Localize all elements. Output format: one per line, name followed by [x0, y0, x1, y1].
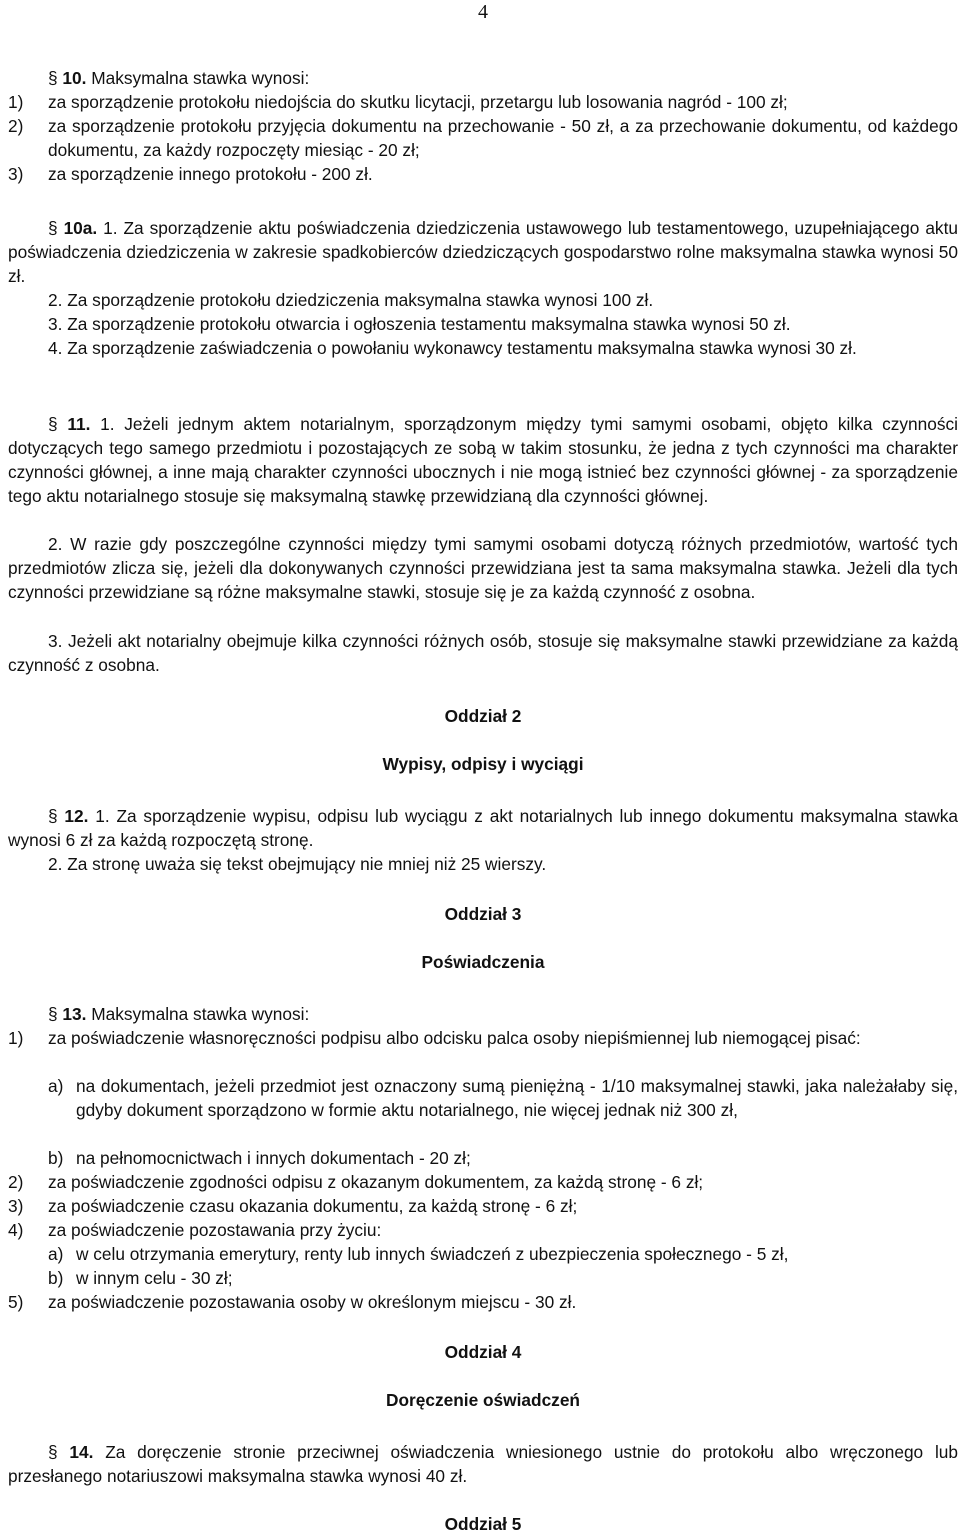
item-letter: b) [48, 1268, 64, 1288]
item-text: za sporządzenie protokołu niedojścia do skutku licytacji, przetargu lub losowania nagród - 100 zł; [48, 92, 788, 112]
section-10-item-1 [8, 90, 958, 114]
item-text: za poświadczenie zgodności odpisu z okazanym dokumentem, za każdą stronę - 6 zł; [48, 1172, 704, 1192]
item-number: 4) [8, 1220, 24, 1240]
section-13-item-2 [8, 1170, 958, 1194]
section-12-number: 12. [64, 806, 89, 826]
section-13-item-5 [8, 1290, 958, 1314]
division-5-label: Oddział 5 [444, 1514, 522, 1534]
division-2-title: Wypisy, odpisy i wyciągi [382, 754, 584, 774]
item-letter: b) [48, 1148, 64, 1168]
item-text: za poświadczenie pozostawania przy życiu: [48, 1220, 382, 1240]
section-13-item-3 [8, 1194, 958, 1218]
section-10-number: 10. [62, 68, 87, 88]
item-letter: a) [48, 1244, 64, 1264]
item-number: 3) [8, 1196, 24, 1216]
section-10a-text-1: 1. Za sporządzenie aktu poświadczenia dziedziczenia ustawowego lub testamentowego, uzupełniającego aktu poświadczenia dziedziczenia w zakresie spadkobierców dziedziczących gospodarstwo rolne maksymalna stawka wynosi 50 zł. [8, 218, 958, 286]
section-13-item-4b [8, 1266, 958, 1290]
section-11-para-2: 2. W razie gdy poszczególne czynności między tymi samymi osobami dotyczą różnych przedmiotów, wartość tych przedmiotów zlicza się, jeżeli dla dokonywanych czynności przewidziana jest ta sama maksymalna stawka. Jeżeli dla tych czynności przewidziane są różne maksymalne stawki, stosuje się je za każdą czynność z osobna. [8, 534, 958, 602]
section-12-text-1: 1. Za sporządzenie wypisu, odpisu lub wyciągu z akt notarialnych lub innego dokumentu maksymalna stawka wynosi 6 zł za każdą rozpoczętą stronę. [8, 806, 958, 850]
section-13-intro-text: Maksymalna stawka wynosi: [86, 1004, 310, 1024]
item-text: za poświadczenie czasu okazania dokumentu, za każdą stronę - 6 zł; [48, 1196, 578, 1216]
section-12-para-2: 2. Za stronę uważa się tekst obejmujący nie mniej niż 25 wierszy. [48, 854, 547, 874]
section-13-item-1 [8, 1026, 958, 1050]
section-14-number: 14. [69, 1442, 94, 1462]
item-text: za sporządzenie protokołu przyjęcia dokumentu na przechowanie - 50 zł, a za przechowanie dokumentu, od każdego dokumentu, za każdy rozpoczęty miesiąc - 20 zł; [48, 116, 958, 160]
item-text: w celu otrzymania emerytury, renty lub innych świadczeń z ubezpieczenia społecznego - 5 zł, [76, 1244, 789, 1264]
item-letter: a) [48, 1076, 64, 1096]
item-number: 2) [8, 1172, 24, 1192]
division-2-label: Oddział 2 [444, 706, 522, 726]
section-10a-para-3: 3. Za sporządzenie protokołu otwarcia i ogłoszenia testamentu maksymalna stawka wynosi 50 zł. [48, 314, 791, 334]
page-number: 4 [478, 1, 488, 23]
section-11-para-3: 3. Jeżeli akt notarialny obejmuje kilka czynności różnych osób, stosuje się maksymalne stawki przewidziane za każdą czynność z osobna. [8, 631, 958, 675]
document-page [8, 0, 958, 1535]
item-text: za sporządzenie innego protokołu - 200 zł. [48, 164, 373, 184]
section-11-text-1: 1. Jeżeli jednym aktem notarialnym, sporządzonym między tymi samymi osobami, objęto kilka czynności dotyczących tego samego przedmiotu i pozostających ze sobą w takim stosunku, że jedna z tych czynności ma charakter czynności głównej, a inne mają charakter czynności ubocznych i nie mogą istnieć bez czynności głównej - za sporządzenie tego aktu notarialnego stosuje się maksymalną stawkę przewidzianą dla czynności głównej. [8, 414, 959, 506]
item-text: w innym celu - 30 zł; [76, 1268, 233, 1288]
section-10a-para-1: § 10a. 1. Za sporządzenie aktu poświadczenia dziedziczenia ustawowego lub testamentowego, uzupełniającego aktu poświadczenia dziedziczenia w zakresie spadkobierców dziedziczących gospodarstwo rolne maksymalna stawka wynosi 50 zł. [8, 218, 958, 286]
section-10a-number: 10a. [63, 218, 98, 238]
division-4-label: Oddział 4 [444, 1342, 522, 1362]
section-10-intro: § 10. Maksymalna stawka wynosi: [48, 68, 310, 88]
section-10-item-2 [8, 114, 958, 162]
section-13-item-4a [8, 1242, 958, 1266]
section-14-para-1: § 14. Za doręczenie stronie przeciwnej oświadczenia wniesionego ustnie do protokołu albo wręczonego lub przesłanego notariuszowi maksymalna stawka wynosi 40 zł. [8, 1442, 959, 1486]
section-13-item-1a [8, 1074, 958, 1122]
section-10-item-3 [8, 162, 958, 186]
section-11-para-1: § 11. 1. Jeżeli jednym aktem notarialnym, sporządzonym między tymi samymi osobami, objęto kilka czynności dotyczących tego samego przedmiotu i pozostających ze sobą w takim stosunku, że jedna z tych czynności ma charakter czynności głównej, a inne mają charakter czynności ubocznych i nie mogą istnieć bez czynności głównej - za sporządzenie tego aktu notarialnego stosuje się maksymalną stawkę przewidzianą dla czynności głównej. [8, 414, 959, 506]
division-4-title: Doręczenie oświadczeń [385, 1390, 580, 1410]
item-number: 5) [8, 1292, 24, 1312]
item-text: na dokumentach, jeżeli przedmiot jest oznaczony sumą pieniężną - 1/10 maksymalnej stawki, jaka należałaby się, gdyby dokument sporządzono w formie aktu notarialnego, nie więcej jednak niż 300 zł, [76, 1076, 958, 1120]
item-text: za poświadczenie własnoręczności podpisu albo odcisku palca osoby niepiśmiennej lub niemogącej pisać: [48, 1028, 861, 1048]
section-13-item-1b [8, 1146, 958, 1170]
section-10-intro-text: Maksymalna stawka wynosi: [86, 68, 310, 88]
section-10a-para-2: 2. Za sporządzenie protokołu dziedziczenia maksymalna stawka wynosi 100 zł. [48, 290, 654, 310]
section-13-intro: § 13. Maksymalna stawka wynosi: [48, 1004, 310, 1024]
section-13-number: 13. [62, 1004, 87, 1024]
item-text: na pełnomocnictwach i innych dokumentach - 20 zł; [76, 1148, 471, 1168]
section-10a-para-4: 4. Za sporządzenie zaświadczenia o powołaniu wykonawcy testamentu maksymalna stawka wynosi 30 zł. [48, 338, 857, 358]
section-14-text-1: Za doręczenie stronie przeciwnej oświadczenia wniesionego ustnie do protokołu albo wręczonego lub przesłanego notariuszowi maksymalna stawka wynosi 40 zł. [8, 1442, 959, 1486]
division-3-title: Poświadczenia [421, 952, 545, 972]
section-12-para-1: § 12. 1. Za sporządzenie wypisu, odpisu lub wyciągu z akt notarialnych lub innego dokumentu maksymalna stawka wynosi 6 zł za każdą rozpoczętą stronę. [8, 806, 958, 850]
item-number: 2) [8, 116, 24, 136]
section-11-number: 11. [67, 414, 91, 434]
item-number: 1) [8, 1028, 24, 1048]
item-text: za poświadczenie pozostawania osoby w określonym miejscu - 30 zł. [48, 1292, 577, 1312]
item-number: 3) [8, 164, 24, 184]
section-13-item-4 [8, 1218, 958, 1242]
item-number: 1) [8, 92, 24, 112]
division-3-label: Oddział 3 [444, 904, 522, 924]
